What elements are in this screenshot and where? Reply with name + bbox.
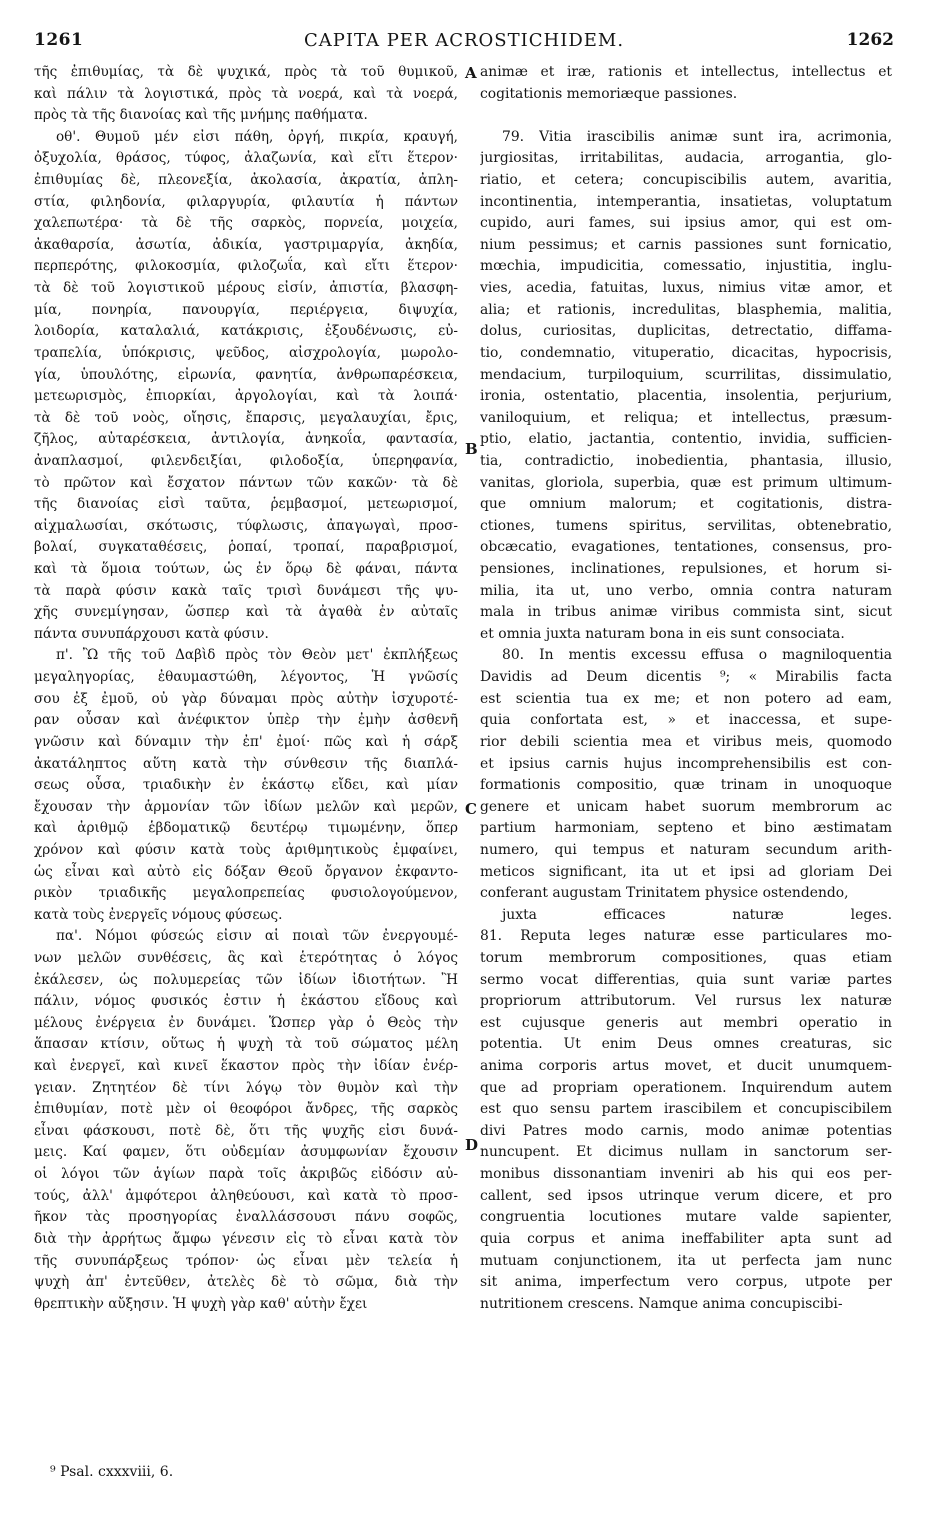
text-line: τῆς συνυπάρξεως τρόπον· ὡς εἶναι μὲν τελεία ἡ: [34, 1252, 458, 1269]
text-line: vies, acedia, fatuitas, luxus, nimius vitæ amor, et: [480, 280, 892, 297]
text-line: χρόνον καὶ φύσιν κατὰ τοὺς ἀριθμητικοὺς ἐμφαίνει,: [34, 841, 458, 858]
text-line: congruentia locutiones mutare valde sapienter,: [480, 1209, 892, 1226]
text-line: μεις. Καί φαμεν, ὅτι οὐδεμίαν ἀσυμφωνίαν ἔχουσιν: [34, 1144, 458, 1161]
text-line: incontinentia, intemperantia, insatietas, voluptatum: [480, 193, 892, 210]
text-line: vaniloquium, et reliqua; et intellectus, præsum-: [480, 409, 892, 426]
text-line: mœchia, impudicitia, comessatio, injustitia, inglu-: [480, 258, 892, 275]
text-line: dolus, curiositas, duplicitas, detrectatio, diffama-: [480, 323, 892, 340]
text-line: ptio, elatio, jactantia, contentio, invidia, sufficien-: [480, 431, 892, 448]
text-line: quia confortata est, » et inaccessa, et supe-: [480, 712, 892, 729]
text-line: est scientia tua ex me; et non potero ad eam,: [480, 690, 892, 707]
text-line: nutritionem crescens. Namque anima concupiscibi-: [480, 1295, 843, 1312]
text-line: monibus dissonantiam inveniri ab his qui eos per-: [480, 1166, 892, 1183]
text-line: μία, πονηρία, πανουργία, περιέργεια, διψυχία,: [34, 301, 458, 318]
text-line: divi Patres modo carnis, modo animæ potentias: [480, 1122, 892, 1139]
margin-letter-d: D: [465, 1136, 479, 1154]
page-number-right: 1262: [846, 30, 894, 50]
text-line: conferant augustam Trinitatem physice ostendendo,: [480, 885, 849, 902]
text-line: pensiones, inclinationes, repulsiones, et horum si-: [480, 561, 892, 578]
text-line: Davidis ad Deum dicentis ⁹; « Mirabilis facta: [480, 669, 892, 686]
text-line: θρεπτικὴν αὔξησιν. Ἡ ψυχὴ γὰρ καθ' αὑτὴν ἔχει: [34, 1295, 368, 1312]
text-line: potentia. Ut enim Deus omnes creaturas, sic: [480, 1036, 892, 1053]
text-line: formationis compositio, quæ trinam in unoquoque: [480, 777, 892, 794]
text-line: οθ'. Θυμοῦ μέν εἰσι πάθη, ὀργή, πικρία, κραυγή,: [56, 128, 458, 145]
text-line: σου ἐξ ἐμοῦ, οὐ γὰρ δύναμαι πρὸς αὐτὴν ἰσχυροτέ-: [34, 690, 458, 707]
text-line: λοιδορία, καταλαλιά, κατάκρισις, ἐξουδένωσις, εὐ-: [34, 323, 458, 340]
text-line: πάλιν, νόμος φυσικός ἐστιν ἡ ἑκάστου εἴδους καὶ: [34, 993, 458, 1010]
text-line: ρικὸν τριαδικῆς μεγαλοπρεπείας φυσιολογούμενον,: [34, 885, 458, 902]
text-line: et omnia juxta naturam bona in eis sunt consociata.: [480, 625, 845, 642]
text-line: ἀκαθαρσία, ἀσωτία, ἀδικία, γαστριμαργία, ἀκηδία,: [34, 236, 458, 253]
text-line: βολαί, συγκαταθέσεις, ῥοπαί, τροπαί, παραβρισμοί,: [34, 539, 458, 556]
text-line: [480, 105, 892, 127]
text-line: γνῶσιν καὶ δύναμιν τὴν ἐπ' ἐμοί· πῶς καὶ ἡ σάρξ: [34, 733, 458, 750]
text-line: nium pessimus; et carnis passiones sunt fornicatio,: [480, 236, 892, 253]
text-line: et ipsius carnis hujus incomprehensibilis est con-: [480, 755, 892, 772]
text-line: ἐπιθυμίαν, ποτὲ μὲν οἱ θεοφόροι ἄνδρες, τῆς σαρκὸς: [34, 1101, 458, 1118]
text-line: τραπελία, ὑπόκρισις, ψεῦδος, αἰσχρολογία, μωρολο-: [34, 344, 458, 361]
text-line: σεως οὖσα, τριαδικὴν ἐν ἑκάστῳ εἴδει, καὶ μίαν: [34, 777, 458, 794]
text-line: numero, qui tempus et naturam secundum arith-: [480, 841, 892, 858]
text-line: genere et unicam habet suorum membrorum ac: [480, 798, 892, 815]
text-line: ἅπασαν κτίσιν, οὕτως ἡ ψυχὴ τὰ τοῦ σώματος μέλη: [34, 1036, 458, 1053]
text-line: cogitationis memoriæque passiones.: [480, 85, 738, 102]
text-line: jurgiositas, irritabilitas, audacia, arrogantia, glo-: [480, 150, 892, 167]
text-line: ζῆλος, αὐταρέσκεια, ἀντιλογία, ἀνηκοΐα, φαντασία,: [34, 431, 458, 448]
text-line: cupido, auri fames, sui ipsius amor, qui est om-: [480, 215, 892, 232]
text-line: στία, φιληδονία, φιλαργυρία, φιλαυτία ἡ πάντων: [34, 193, 458, 210]
text-line: γειαν. Ζητητέον δὲ τίνι λόγῳ τὸν θυμὸν καὶ τὴν: [34, 1079, 458, 1096]
text-line: τὰ δὲ τοῦ λογιστικοῦ μέρους εἰσίν, ἀπιστία, βλασφη-: [34, 280, 458, 297]
page-number-left: 1261: [34, 30, 84, 50]
text-line: anima corporis artus movet, et ducit unumquem-: [480, 1058, 892, 1075]
text-line: τῆς διανοίας εἰσὶ ταῦτα, ῥεμβασμοί, μετεωρισμοί,: [34, 496, 458, 513]
text-line: νων μελῶν συνθέσεις, ἃς καὶ ἑτερότητας ὁ λόγος: [34, 949, 458, 966]
text-line: περπερότης, φιλοκοσμία, φιλοζωΐα, καὶ εἴτι ἕτερον·: [34, 258, 458, 275]
text-line: propriorum attributorum. Vel rursus lex naturæ: [480, 993, 892, 1010]
text-line: sermo vocat differentias, quia sunt variæ partes: [480, 971, 892, 988]
text-line: εἶναι φάσκουσι, ποτὲ δὲ, ὅτι τῆς ψυχῆς εἰσι δυνά-: [34, 1122, 458, 1139]
text-line: ἐκάλεσεν, ὡς πολυμερείας τῶν ἰδίων ἰδιοτήτων. Ἢ: [34, 971, 458, 988]
text-line: 81. Reputa leges naturæ esse particulares mo-: [480, 928, 892, 945]
text-line: καὶ ἐνεργεῖ, καὶ κινεῖ ἕκαστον πρὸς τὴν ἰδίαν ἐνέρ-: [34, 1058, 458, 1075]
text-line: πάντα συνυπάρχουσι κατὰ φύσιν.: [34, 625, 269, 642]
text-line: tia, contradictio, inobedientia, phantasia, illusio,: [480, 452, 892, 469]
text-line: καὶ ἀριθμῷ ἑβδοματικῷ δευτέρῳ τιμωμένην, ὅπερ: [34, 820, 458, 837]
latin-text-column: [480, 62, 892, 1462]
text-line: ὡς εἶναι καὶ αὐτὸ εἰς δόξαν Θεοῦ ὄργανον ἐκφαντο-: [34, 863, 458, 880]
text-line: μέλους ἐνέργεια ἐν δυνάμει. Ὥσπερ γὰρ ὁ Θεὸς τὴν: [34, 1014, 458, 1031]
footnote: ⁹ Psal. cxxxviii, 6.: [50, 1464, 174, 1480]
text-line: 79. Vitia irascibilis animæ sunt ira, acrimonia,: [502, 128, 892, 145]
page-header: [0, 30, 928, 56]
text-line: milia, ita ut, uno verbo, omnia contra naturam: [480, 582, 892, 599]
text-line: πα'. Νόμοι φύσεώς εἰσιν αἱ ποιαὶ τῶν ἐνεργουμέ-: [56, 928, 458, 945]
text-line: torum membrorum compositiones, quas etiam: [480, 949, 892, 966]
text-line: ἀκατάληπτος αὕτη κατὰ τὴν σύνθεσιν τῆς διαπλά-: [34, 755, 458, 772]
text-line: obcæcatio, evagationes, tentationes, consensus, pro-: [480, 539, 892, 556]
running-title: CAPITA PER ACROSTICHIDEM.: [303, 30, 625, 51]
text-line: rior debili scientia mea et viribus meis, quomodo: [480, 733, 892, 750]
text-line: sit anima, imperfectum vero corpus, utpote per: [480, 1274, 892, 1291]
text-line: ἔχουσαν τὴν ἁρμονίαν τῶν ἰδίων μελῶν καὶ μερῶν,: [34, 798, 458, 815]
text-line: mendacium, turpiloquium, scurrilitas, dissimulatio,: [480, 366, 892, 383]
text-line: ironia, ostentatio, placentia, insolentia, perjurium,: [480, 388, 892, 405]
text-line: meticos significant, ita ut et ipsi ad gloriam Dei: [480, 863, 892, 880]
text-line: est cujusque generis aut membri operatio in: [480, 1014, 892, 1031]
greek-text-column: [34, 62, 458, 1462]
text-line: μετεωρισμὸς, ἐπιορκίαι, ἀργολογίαι, καὶ τὰ λοιπά·: [34, 388, 458, 405]
text-line: ἀναπλασμοί, φιλενδειξίαι, φιλοδοξία, ὑπερηφανία,: [34, 452, 458, 469]
text-line: ραν οὖσαν καὶ ἀνέφικτον ὑπὲρ τὴν ἐμὴν ἀσθενῆ: [34, 712, 458, 729]
text-line: πρὸς τὰ τῆς διανοίας καὶ τῆς μνήμης παθήματα.: [34, 107, 368, 124]
text-line: τὰ παρὰ φύσιν κακὰ ταῖς τρισὶ δυνάμεσι τῆς ψυ-: [34, 582, 458, 599]
text-line: que omnium malorum; et cogitationis, distra-: [480, 496, 892, 513]
text-line: π'. Ὢ τῆς τοῦ Δαβὶδ πρὸς τὸν Θεὸν μετ' ἐκπλήξεως: [56, 647, 458, 664]
text-line: juxta efficaces naturæ leges.: [502, 906, 892, 923]
text-line: ψυχὴ ἀπ' ἐντεῦθεν, ἀτελὲς δὲ τὸ σῶμα, διὰ τὴν: [34, 1274, 458, 1291]
text-line: callent, sed ipsos utrinque verum dicere, et pro: [480, 1187, 892, 1204]
text-line: χαλεπωτέρα· τὰ δὲ τῆς σαρκὸς, πορνεία, μοιχεία,: [34, 215, 458, 232]
text-line: οἱ λόγοι τῶν ἁγίων παρὰ τοῖς ἀκριβῶς εἰδόσιν αὐ-: [34, 1166, 458, 1183]
text-line: διὰ τὴν ἀρρήτως ἄμφω γένεσιν εἰς τὸ εἶναι κατὰ τὸν: [34, 1230, 458, 1247]
text-line: κατὰ τοὺς ἐνεργεῖς νόμους φύσεως.: [34, 906, 283, 923]
text-line: ὀξυχολία, θράσος, τύφος, ἀλαζωνία, καὶ εἴτι ἕτερον·: [34, 150, 458, 167]
text-line: καὶ τὰ ὅμοια τούτων, ὡς ἐν ὅρῳ δὲ φάναι, πάντα: [34, 561, 458, 578]
text-line: est quo sensu partem irascibilem et concupiscibilem: [480, 1101, 892, 1118]
text-line: vanitas, gloriola, superbia, quæ est primum ultimum-: [480, 474, 892, 491]
text-line: que ad propriam operationem. Inquirendum autem: [480, 1079, 892, 1096]
text-line: καὶ πάλιν τὰ λογιστικά, πρὸς τὰ νοερά, καὶ τὰ νοερά,: [34, 85, 458, 102]
text-line: nuncupent. Et dicimus nullam in sanctorum ser-: [480, 1144, 892, 1161]
text-line: ῆκον τὰς προσηγορίας ἐναλλάσσουσι πάνυ σοφῶς,: [34, 1209, 458, 1226]
text-line: τῆς ἐπιθυμίας, τὰ δὲ ψυχικά, πρὸς τὰ τοῦ θυμικοῦ,: [34, 64, 458, 80]
text-line: mala in tribus animæ viribus commista sint, sicut: [480, 604, 892, 621]
text-line: αἰχμαλωσίαι, σκότωσις, τύφλωσις, ἀπαγωγαὶ, προσ-: [34, 517, 458, 534]
text-line: mutuam conjunctionem, ita ut perfecta jam nunc: [480, 1252, 892, 1269]
text-line: γία, ὑπουλότης, εἰρωνία, φανητία, ἀνθρωπαρέσκεια,: [34, 366, 458, 383]
text-line: ἐπιθυμίας δὲ, πλεονεξία, ἀκολασία, ἀκρατία, ἀπλη-: [34, 172, 458, 189]
text-line: 80. In mentis excessu effusa o magniloquentia: [502, 647, 892, 664]
text-line: τὰ δὲ τοῦ νοὸς, οἴησις, ἔπαρσις, μεγαλαυχίαι, ἔρις,: [34, 409, 458, 426]
text-line: riatio, et cetera; concupiscibilis autem, avaritia,: [480, 172, 892, 189]
text-line: μεγαληγορίας, ἐθαυμαστώθη, λέγοντος, Ἡ γνῶσίς: [34, 669, 458, 686]
margin-letter-a: A: [465, 64, 477, 82]
margin-letter-b: B: [465, 440, 478, 458]
text-line: ctiones, tumens spiritus, servilitas, obtenebratio,: [480, 517, 892, 534]
text-line: alia; et rationis, incredulitas, blasphemia, malitia,: [480, 301, 892, 318]
text-line: τὸ πρῶτον καὶ ἔσχατον πάντων τῶν κακῶν· τὰ δὲ: [34, 474, 458, 491]
text-line: partium harmoniam, septeno et bino æstimatam: [480, 820, 892, 837]
text-line: quia corpus et anima ineffabiliter apta sunt ad: [480, 1230, 892, 1247]
text-line: animæ et iræ, rationis et intellectus, intellectus et: [480, 64, 892, 80]
margin-letter-c: C: [465, 800, 477, 818]
text-line: tio, condemnatio, vituperatio, dicacitas, hypocrisis,: [480, 344, 892, 361]
text-line: χῆς συνεμίγησαν, ὥσπερ καὶ τὰ ἀγαθὰ ἐν αὐταῖς: [34, 604, 458, 621]
text-line: τούς, ἀλλ' ἀμφότεροι ἀληθεύουσι, καὶ κατὰ τὸ προσ-: [34, 1187, 458, 1204]
